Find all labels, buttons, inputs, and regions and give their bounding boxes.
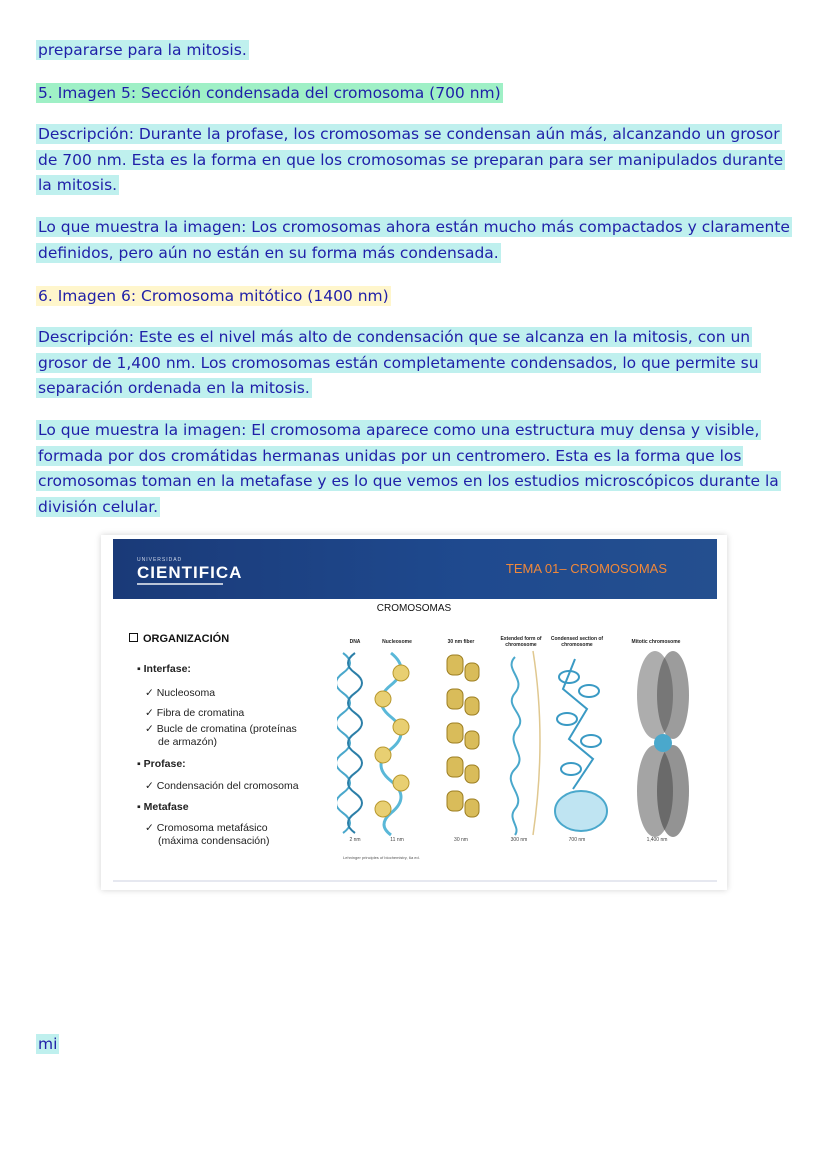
paragraph — [36, 1032, 796, 1058]
chromatin-fiber-icon — [447, 655, 479, 817]
slide-section-heading: ORGANIZACIÓN — [129, 633, 229, 645]
paragraph-text: Descripción: Durante la profase, los cromosomas se condensan aún más, alcanzando un grosor de 700 nm. Esta es la forma en que los cromosomas se preparan para ser manipulados durante la mitosis. — [38, 125, 784, 194]
condensed-section-icon — [555, 659, 607, 831]
paragraph-muestra-6 — [36, 418, 796, 520]
paragraph-text: prepararse para la mitosis. — [38, 41, 247, 59]
figure-column-label: Nucleosome — [382, 639, 412, 645]
scale-label: 300 nm — [510, 837, 528, 843]
figure-column-label: 30 nm fiber — [447, 639, 475, 645]
heading-imagen-5 — [36, 81, 796, 107]
slide-title: CROMOSOMAS — [376, 603, 452, 614]
paragraph-text: mi — [38, 1035, 58, 1053]
slide-footer-line — [113, 880, 717, 882]
paragraph-descripcion-5 — [36, 122, 796, 199]
slide-bullet: ✓ Nucleosoma — [145, 687, 216, 699]
paragraph-descripcion-6 — [36, 325, 796, 402]
scale-label: 1,400 nm — [646, 837, 668, 843]
dna-helix-icon — [337, 653, 362, 833]
slide-header — [113, 539, 717, 599]
slide-bullet: ✓ Fibra de cromatina — [145, 707, 245, 719]
checkbox-icon — [129, 633, 138, 642]
slide-image — [101, 535, 727, 890]
scale-label: 2 nm — [349, 837, 361, 843]
slide-bullet: ✓ Bucle de cromatina (proteínas — [145, 723, 297, 735]
brand-underline — [137, 583, 223, 585]
figure-column-label: Mitotic chromosome — [631, 639, 681, 645]
paragraph — [36, 38, 796, 64]
figure-column-label: Condensed section of chromosome — [550, 636, 604, 648]
paragraph-text: Descripción: Este es el nivel más alto de condensación que se alcanza en la mitosis, con un grosor de 1,400 nm. Los cromosomas están completamente condensados, lo que permite su separación ordenada en la mitosis. — [38, 328, 759, 397]
figure-column-label: Extended form of chromosome — [500, 636, 542, 648]
nucleosome-icon — [375, 653, 409, 835]
figure-citation: Lehninger principles of biochemistry, 6a ed. — [343, 855, 420, 860]
paragraph-text: Lo que muestra la imagen: El cromosoma aparece como una estructura muy densa y visible, formada por dos cromátidas hermanas unidas por un centromero. Esta es la forma que los cromosomas toman en la metafase y es lo que vemos en los estudios microscópicos durante la división celular. — [38, 421, 779, 516]
heading-text: 5. Imagen 5: Sección condensada del cromosoma (700 nm) — [38, 84, 501, 102]
brand-subtitle: UNIVERSIDAD — [137, 557, 183, 563]
chromosome-figure — [337, 649, 697, 837]
scale-label: 700 nm — [568, 837, 586, 843]
figure-column-label: DNA — [349, 639, 361, 645]
slide-bullet: de armazón) — [158, 736, 217, 748]
paragraph-muestra-5 — [36, 215, 796, 266]
heading-imagen-6 — [36, 284, 796, 310]
slide-bullet: ▪ Metafase — [137, 801, 189, 813]
slide-bullet: (máxima condensación) — [158, 835, 270, 847]
slide-bullet: ▪ Interfase: — [137, 663, 191, 675]
brand-logo: CIENTIFICA — [137, 563, 243, 582]
scale-label: 30 nm — [454, 837, 468, 843]
heading-text: 6. Imagen 6: Cromosoma mitótico (1400 nm) — [38, 287, 389, 305]
slide-bullet: ✓ Condensación del cromosoma — [145, 780, 299, 792]
slide-bullet: ✓ Cromosoma metafásico — [145, 822, 268, 834]
slide-bullet: ▪ Profase: — [137, 758, 186, 770]
paragraph-text: Lo que muestra la imagen: Los cromosomas ahora están mucho más compactados y claramente definidos, pero aún no están en su forma más condensada. — [38, 218, 790, 262]
mitotic-chromosome-icon — [637, 651, 689, 837]
slide-topic: TEMA 01– CROMOSOMAS — [505, 561, 667, 576]
scale-label: 11 nm — [390, 837, 404, 843]
extended-chromosome-icon — [511, 651, 540, 835]
